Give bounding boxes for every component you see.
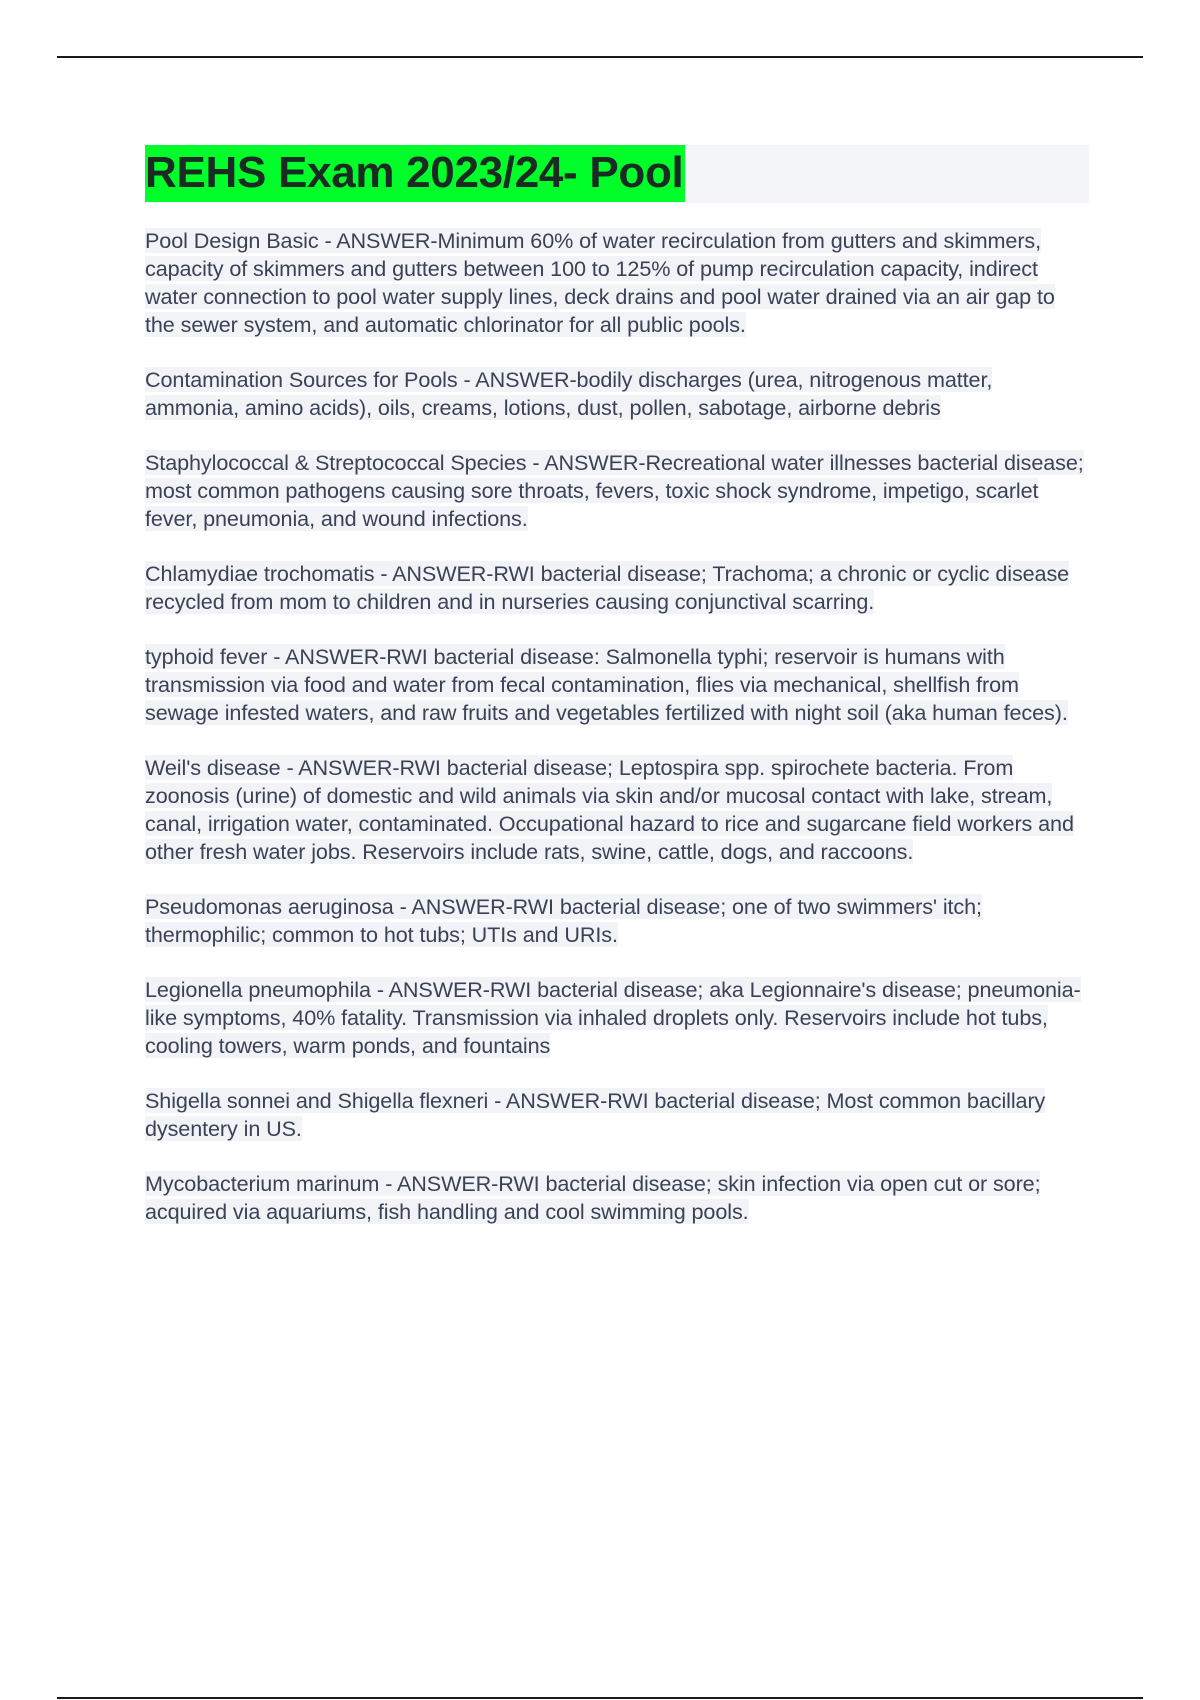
qa-entry-text: typhoid fever - ANSWER-RWI bacterial disease: Salmonella typhi; reservoir is humans with transmission via food and water from fecal contamination, flies via mechanical, shellfish from sewage infested waters, and raw fruits and vegetables fertilized with night soil (aka human feces). (145, 644, 1068, 725)
qa-entry (145, 560, 1089, 616)
qa-entry (145, 754, 1089, 866)
qa-list (145, 227, 1089, 1226)
qa-entry-text: Weil's disease - ANSWER-RWI bacterial disease; Leptospira spp. spirochete bacteria. From zoonosis (urine) of domestic and wild animals via skin and/or mucosal contact with lake, stream, canal, irrigation water, contaminated. Occupational hazard to rice and sugarcane field workers and other fresh water jobs. Reservoirs include rats, swine, cattle, dogs, and raccoons. (145, 755, 1074, 864)
qa-entry-text: Legionella pneumophila - ANSWER-RWI bacterial disease; aka Legionnaire's disease; pneumonia-like symptoms, 40% fatality. Transmission via inhaled droplets only. Reservoirs include hot tubs, cooling towers, warm ponds, and fountains (145, 977, 1081, 1058)
qa-entry (145, 1170, 1089, 1226)
document-title: REHS Exam 2023/24- Pool (145, 145, 685, 202)
document-body (145, 145, 1089, 1253)
qa-entry-text: Mycobacterium marinum - ANSWER-RWI bacterial disease; skin infection via open cut or sore; acquired via aquariums, fish handling and cool swimming pools. (145, 1171, 1041, 1224)
qa-entry-text: Shigella sonnei and Shigella flexneri - ANSWER-RWI bacterial disease; Most common bacillary dysentery in US. (145, 1088, 1046, 1141)
bottom-divider (57, 1697, 1143, 1699)
qa-entry (145, 449, 1089, 533)
qa-entry (145, 1087, 1089, 1143)
qa-entry-text: Contamination Sources for Pools - ANSWER-bodily discharges (urea, nitrogenous matter, ammonia, amino acids), oils, creams, lotions, dust, pollen, sabotage, airborne debris (145, 367, 993, 420)
qa-entry (145, 976, 1089, 1060)
qa-entry-text: Pseudomonas aeruginosa - ANSWER-RWI bacterial disease; one of two swimmers' itch; thermophilic; common to hot tubs; UTIs and URIs. (145, 894, 982, 947)
qa-entry-text: Staphylococcal & Streptococcal Species - ANSWER-Recreational water illnesses bacterial disease; most common pathogens causing sore throats, fevers, toxic shock syndrome, impetigo, scarlet fever, pneumonia, and wound infections. (145, 450, 1084, 531)
qa-entry (145, 366, 1089, 422)
qa-entry (145, 893, 1089, 949)
qa-entry (145, 643, 1089, 727)
top-divider (57, 56, 1143, 58)
title-bar (145, 145, 1089, 203)
qa-entry-text: Pool Design Basic - ANSWER-Minimum 60% of water recirculation from gutters and skimmers, capacity of skimmers and gutters between 100 to 125% of pump recirculation capacity, indirect water connection to pool water supply lines, deck drains and pool water drained via an air gap to the sewer system, and automatic chlorinator for all public pools. (145, 228, 1055, 337)
qa-entry (145, 227, 1089, 339)
qa-entry-text: Chlamydiae trochomatis - ANSWER-RWI bacterial disease; Trachoma; a chronic or cyclic disease recycled from mom to children and in nurseries causing conjunctival scarring. (145, 561, 1070, 614)
